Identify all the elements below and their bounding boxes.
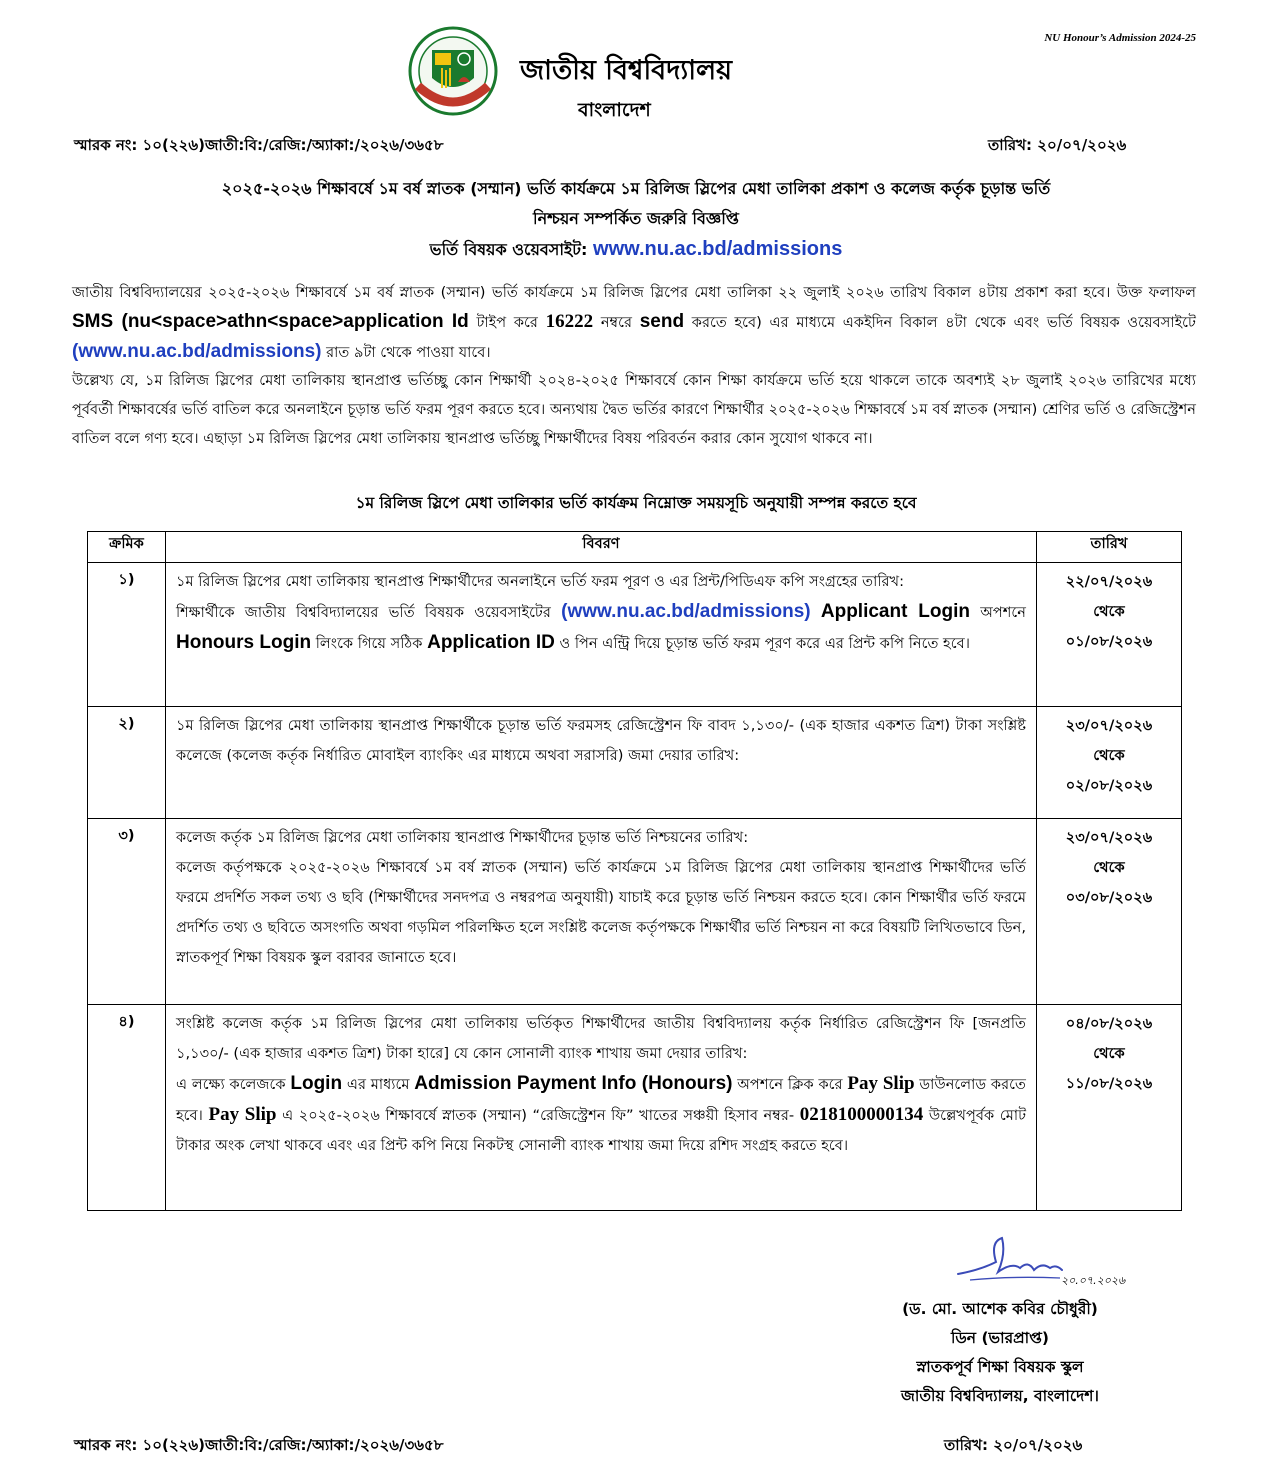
- date-connector: থেকে: [1093, 1045, 1125, 1062]
- row-desc-heading: কলেজ কর্তৃক ১ম রিলিজ স্লিপের মেধা তালিকায় স্থানপ্রাপ্ত শিক্ষার্থীদের চূড়ান্ত ভর্তি নিশ্চয়নের তারিখ:: [176, 829, 749, 846]
- university-seal-logo: [408, 26, 498, 116]
- applicant-login-term: Applicant Login: [820, 601, 971, 622]
- table-row: [88, 707, 1182, 819]
- row-description: [166, 819, 1037, 1005]
- date-connector: থেকে: [1093, 747, 1125, 764]
- date-from: ০৪/০৮/২০২৬: [1065, 1015, 1153, 1032]
- row-serial: ৩): [88, 819, 166, 1005]
- row-website-link[interactable]: (www.nu.ac.bd/admissions): [561, 601, 811, 622]
- date-from: ২৩/০৭/২০২৬: [1065, 829, 1153, 846]
- row-date-range: [1037, 819, 1182, 1005]
- signatory-school: স্নাতকপূর্ব শিক্ষা বিষয়ক স্কুল: [916, 1358, 1084, 1376]
- date-from: ২৩/০৭/২০২৬: [1065, 717, 1153, 734]
- send-keyword: send: [639, 311, 685, 332]
- sms-number: 16222: [545, 311, 594, 332]
- account-number: 0218100000134: [799, 1104, 924, 1125]
- detail-text: শিক্ষার্থীকে জাতীয় বিশ্ববিদ্যালয়ের ভর্তি বিষয়ক ওয়েবসাইটের: [176, 604, 551, 621]
- row-desc-detail: [176, 597, 1026, 659]
- detail-text: ডাউনলোড করতে হবে।: [176, 1076, 1026, 1124]
- date-to: ০৩/০৮/২০২৬: [1065, 889, 1153, 906]
- website-link[interactable]: www.nu.ac.bd/admissions: [593, 238, 843, 260]
- payment-info-term: Admission Payment Info (Honours): [414, 1073, 733, 1094]
- row-serial: ৪): [88, 1005, 166, 1211]
- schedule-heading: ১ম রিলিজ স্লিপে মেধা তালিকার ভর্তি কার্যক্রম নিম্নোক্ত সময়সূচি অনুযায়ী সম্পন্ন করতে হবে: [355, 494, 917, 512]
- paragraph-result-publication: [72, 278, 1196, 367]
- row-date-range: [1037, 563, 1182, 707]
- signatory-name: (ড. মো. আশেক কবির চৌধুরী): [902, 1300, 1098, 1318]
- date-connector: থেকে: [1093, 603, 1125, 620]
- table-row: [88, 563, 1182, 707]
- sms-format: SMS (nu<space>athn<space>application Id: [72, 311, 469, 332]
- top-reference-note: NU Honour’s Admission 2024-25: [1044, 32, 1196, 44]
- signatory-organization: জাতীয় বিশ্ববিদ্যালয়, বাংলাদেশ।: [901, 1387, 1099, 1405]
- p1-text-e: রাত ৯টা থেকে পাওয়া যাবে।: [326, 344, 491, 361]
- row-description: [166, 1005, 1037, 1211]
- schedule-table: [87, 531, 1182, 1211]
- p1-text-d: করতে হবে) এর মাধ্যমে একইদিন বিকাল ৪টা থেকে এবং ভর্তি বিষয়ক ওয়েবসাইটে: [691, 314, 1196, 331]
- date-from: ২২/০৭/২০২৬: [1065, 573, 1153, 590]
- row-desc-heading: সংশ্লিষ্ট কলেজ কর্তৃক ১ম রিলিজ স্লিপের মেধা তালিকায় ভর্তিকৃত শিক্ষার্থীদের জাতীয় বিশ্ববিদ্যালয় কর্তৃক নির্ধারিত রেজিস্ট্রেশন ফি [জনপ্রতি ১,১৩০/- (এক হাজার একশত ত্রিশ) টাকা হারে] যে কোন সোনালী ব্যাংক শাখায় জমা দেয়ার তারিখ:: [176, 1015, 1026, 1062]
- paragraph-previous-admission-notice: উল্লেখ্য যে, ১ম রিলিজ স্লিপের মেধা তালিকায় স্থানপ্রাপ্ত ভর্তিচ্ছু কোন শিক্ষার্থী ২০২৪-২০২৫ শিক্ষাবর্ষে কোন শিক্ষা কার্যক্রমে ভর্তি হয়ে থাকলে তাকে অবশ্যই ২৮ জুলাই ২০২৬ তারিখের মধ্যে পূর্ববর্তী শিক্ষাবর্ষের ভর্তি বাতিল করে অনলাইনে চূড়ান্ত ভর্তি ফরম পূরণ করতে হবে। অন্যথায় দ্বৈত ভর্তির কারণে শিক্ষার্থীর ২০২৫-২০২৬ শিক্ষাবর্ষে ১ম বর্ষ স্নাতক (সম্মান) শ্রেণির ভর্তি ও রেজিস্ট্রেশন বাতিল বলে গণ্য হবে। এছাড়া ১ম রিলিজ স্লিপের মেধা তালিকায় স্থানপ্রাপ্ত ভর্তিচ্ছু শিক্ষার্থীদের বিষয় পরিবর্তন করার কোন সুযোগ থাকবে না।: [72, 372, 1196, 447]
- p1-text-c: নম্বরে: [600, 314, 633, 331]
- login-term: Login: [290, 1073, 343, 1094]
- notice-title-line-2: নিশ্চয়ন সম্পর্কিত জরুরি বিজ্ঞপ্তি: [533, 209, 739, 228]
- signature-date: ২০.০৭.২০২৬: [1061, 1274, 1126, 1287]
- header-date: তারিখ: [1037, 532, 1182, 563]
- pay-slip-term: Pay Slip: [847, 1073, 915, 1094]
- detail-text: এর মাধ্যমে: [346, 1076, 410, 1093]
- honours-login-term: Honours Login: [176, 632, 312, 653]
- detail-text: উল্লেখপূর্বক মোট টাকার অংক লেখা থাকবে এবং এর প্রিন্ট কপি নিয়ে নিকটস্থ সোনালী ব্যাংক শাখায় জমা দিয়ে রশিদ সংগ্রহ করতে হবে।: [176, 1107, 1027, 1154]
- table-row: [88, 819, 1182, 1005]
- date-connector: থেকে: [1093, 859, 1125, 876]
- date-to: ০১/০৮/২০২৬: [1065, 633, 1153, 650]
- p1-text-b: টাইপ করে: [476, 314, 538, 331]
- notice-title-line-1: ২০২৫-২০২৬ শিক্ষাবর্ষে ১ম বর্ষ স্নাতক (সম্মান) ভর্তি কার্যক্রমে ১ম রিলিজ স্লিপের মেধা তালিকা প্রকাশ ও কলেজ কর্তৃক চূড়ান্ত ভর্তি: [221, 179, 1051, 198]
- pay-slip-term: Pay Slip: [208, 1104, 277, 1125]
- row-date-range: [1037, 1005, 1182, 1211]
- p1-website-link[interactable]: (www.nu.ac.bd/admissions): [72, 341, 322, 362]
- row-serial: ২): [88, 707, 166, 819]
- signatory-title: ডিন (ভারপ্রাপ্ত): [950, 1329, 1050, 1347]
- header-description: বিবরণ: [166, 532, 1037, 563]
- row-description: ১ম রিলিজ স্লিপের মেধা তালিকায় স্থানপ্রাপ্ত শিক্ষার্থীকে চূড়ান্ত ভর্তি ফরমসহ রেজিস্ট্রেশন ফি বাবদ ১,১৩০/- (এক হাজার একশত ত্রিশ) টাকা সংশ্লিষ্ট কলেজে (কলেজ কর্তৃক নির্ধারিত মোবাইল ব্যাংকিং এর মাধ্যমে অথবা সরাসরি) জমা দেয়ার তারিখ:: [166, 707, 1037, 819]
- detail-text: এ ২০২৫-২০২৬ শিক্ষাবর্ষে স্নাতক (সম্মান) “রেজিস্ট্রেশন ফি” খাতের সঞ্চয়ী হিসাব নম্বর-: [282, 1107, 795, 1124]
- row-description: [166, 563, 1037, 707]
- table-header-row: [88, 532, 1182, 563]
- row-desc-detail: [176, 1069, 1026, 1161]
- website-label: ভর্তি বিষয়ক ওয়েবসাইট:: [429, 240, 588, 259]
- university-name: জাতীয় বিশ্ববিদ্যালয়: [520, 55, 733, 86]
- footer-memo-number: স্মারক নং: ১০(২২৬)জাতী:বি:/রেজি:/অ্যাকা:/২০২৬/৩৬৫৮: [74, 1436, 444, 1454]
- row-desc-detail: কলেজ কর্তৃপক্ষকে ২০২৫-২০২৬ শিক্ষাবর্ষে ১ম বর্ষ স্নাতক (সম্মান) ভর্তি কার্যক্রমে ১ম রিলিজ স্লিপের মেধা তালিকায় স্থানপ্রাপ্ত শিক্ষার্থীদের ভর্তি ফরমে প্রদর্শিত সকল তথ্য ও ছবি (শিক্ষার্থীদের সনদপত্র ও নম্বরপত্র অনুযায়ী) যাচাই করে চূড়ান্ত ভর্তি নিশ্চয়ন করতে হবে। কোন শিক্ষার্থীর ভর্তি ফরমে প্রদর্শিত তথ্য ও ছবিতে অসংগতি অথবা গড়মিল পরিলক্ষিত হলে সংশ্লিষ্ট কলেজ কর্তৃপক্ষকে শিক্ষার্থীর ভর্তি নিশ্চয়ন না করে বিষয়টি লিখিতভাবে ডিন, স্নাতকপূর্ব শিক্ষা বিষয়ক স্কুল বরাবর জানাতে হবে।: [176, 859, 1026, 966]
- row-serial: ১): [88, 563, 166, 707]
- footer-memo-date: তারিখ: ২০/০৭/২০২৬: [944, 1436, 1083, 1454]
- detail-text: অপশনে: [980, 604, 1027, 621]
- notice-title: [80, 174, 1192, 234]
- detail-text: ও পিন এন্ট্রি দিয়ে চূড়ান্ত ভর্তি ফরম পূরণ করে এর প্রিন্ট কপি নিতে হবে।: [559, 635, 970, 652]
- detail-text: অপশনে ক্লিক করে: [737, 1076, 843, 1093]
- detail-text: এ লক্ষ্যে কলেজকে: [176, 1076, 286, 1093]
- date-to: ০২/০৮/২০২৬: [1065, 777, 1153, 794]
- application-id-term: Application ID: [427, 632, 555, 653]
- admission-website: [80, 237, 1192, 264]
- p1-text-a: জাতীয় বিশ্ববিদ্যালয়ের ২০২৫-২০২৬ শিক্ষাবর্ষে ১ম বর্ষ স্নাতক (সম্মান) ভর্তি কার্যক্রমে ১ম রিলিজ স্লিপের মেধা তালিকা ২২ জুলাই ২০২৬ তারিখ বিকাল ৪টায় প্রকাশ করা হবে। উক্ত ফলাফল: [72, 284, 1196, 301]
- row-desc-heading: ১ম রিলিজ স্লিপের মেধা তালিকায় স্থানপ্রাপ্ত শিক্ষার্থীদের অনলাইনে ভর্তি ফরম পূরণ ও এর প্রিন্ট/পিডিএফ কপি সংগ্রহের তারিখ:: [176, 573, 905, 590]
- memo-number: স্মারক নং: ১০(২২৬)জাতী:বি:/রেজি:/অ্যাকা:/২০২৬/৩৬৫৮: [74, 136, 444, 154]
- table-row: [88, 1005, 1182, 1211]
- header-serial: ক্রমিক: [88, 532, 166, 563]
- memo-date: তারিখ: ২০/০৭/২০২৬: [988, 136, 1127, 154]
- date-to: ১১/০৮/২০২৬: [1065, 1075, 1153, 1092]
- row-date-range: [1037, 707, 1182, 819]
- country-name: বাংলাদেশ: [578, 99, 651, 121]
- signatory-block: [860, 1295, 1140, 1411]
- detail-text: লিংকে গিয়ে সঠিক: [315, 635, 423, 652]
